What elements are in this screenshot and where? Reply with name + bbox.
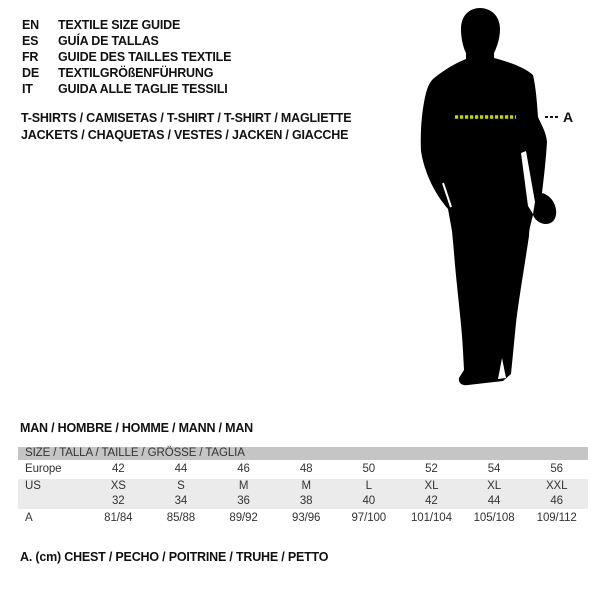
size-cell: L	[365, 480, 372, 492]
size-table	[18, 447, 588, 528]
size-cell: M	[238, 480, 249, 492]
size-cell: 44	[174, 463, 188, 475]
section-title-man: MAN / HOMBRE / HOMME / MANN / MAN	[20, 421, 253, 435]
size-cell: 46	[550, 495, 563, 507]
lang-label: GUÍA DE TALLAS	[58, 34, 159, 48]
table-header: SIZE / TALLA / TAILLE / GRÖSSE / TAGLIA	[18, 447, 588, 460]
lang-label: TEXTILGRÖßENFÜHRUNG	[58, 66, 214, 80]
size-cell: 36	[237, 495, 250, 507]
size-cell: XL	[424, 480, 439, 492]
size-cell: 93/96	[292, 512, 321, 524]
size-cell: 34	[174, 495, 188, 507]
size-cell: 109/112	[536, 512, 577, 524]
lang-row	[22, 49, 231, 65]
lang-code: EN	[22, 18, 39, 32]
measurement-footnote: A. (cm) CHEST / PECHO / POITRINE / TRUHE / PETTO	[20, 550, 329, 564]
lang-label: GUIDE DES TAILLES TEXTILE	[58, 50, 232, 64]
size-cell: 81/84	[104, 512, 133, 524]
size-cell: 56	[550, 463, 563, 475]
product-categories	[21, 110, 351, 144]
measure-label-a: A	[563, 109, 574, 125]
size-cell: 32	[112, 495, 125, 507]
lang-label: GUIDA ALLE TAGLIE TESSILI	[58, 82, 228, 96]
product-line-tshirts: T-SHIRTS / CAMISETAS / T-SHIRT / T-SHIRT / MAGLIETTE	[21, 111, 352, 125]
size-cell: 42	[425, 495, 438, 507]
size-cell: S	[177, 480, 185, 492]
size-cell: 48	[299, 463, 313, 475]
size-cell: 44	[487, 495, 501, 507]
size-cell: XL	[487, 480, 501, 492]
man-silhouette	[421, 8, 556, 385]
lang-row	[22, 81, 231, 97]
table-row	[18, 479, 588, 494]
lang-row	[22, 65, 231, 81]
size-cell: 89/92	[229, 512, 258, 524]
size-cell: 50	[362, 463, 376, 475]
row-label: A	[25, 512, 33, 524]
size-cell: 40	[362, 495, 376, 507]
size-cell: 42	[112, 463, 125, 475]
size-cell: M	[301, 480, 311, 492]
man-figure	[412, 3, 577, 398]
size-cell: 85/88	[166, 512, 196, 524]
table-row	[18, 494, 588, 509]
size-cell: 105/108	[473, 512, 515, 524]
lang-code: FR	[22, 50, 39, 64]
language-list	[22, 17, 231, 97]
size-cell: 52	[425, 463, 438, 475]
size-table-body	[18, 460, 588, 528]
row-label	[18, 494, 87, 509]
size-cell: 46	[237, 463, 250, 475]
lang-label: TEXTILE SIZE GUIDE	[58, 18, 181, 32]
lang-code: IT	[22, 82, 33, 96]
lang-row	[22, 33, 231, 49]
lang-code: DE	[22, 66, 39, 80]
size-cell: 38	[299, 495, 313, 507]
lang-code: ES	[22, 34, 39, 48]
product-line-jackets: JACKETS / CHAQUETAS / VESTES / JACKEN / GIACCHE	[21, 128, 349, 142]
table-row	[18, 509, 588, 528]
table-row	[18, 460, 588, 479]
size-cell: XXL	[545, 480, 568, 492]
lang-row	[22, 17, 231, 33]
size-cell: 54	[487, 463, 501, 475]
row-label: US	[25, 480, 41, 492]
size-cell: 97/100	[351, 512, 387, 524]
row-label: Europe	[25, 463, 62, 475]
size-cell: XS	[110, 480, 126, 492]
size-cell: 101/104	[411, 512, 452, 524]
